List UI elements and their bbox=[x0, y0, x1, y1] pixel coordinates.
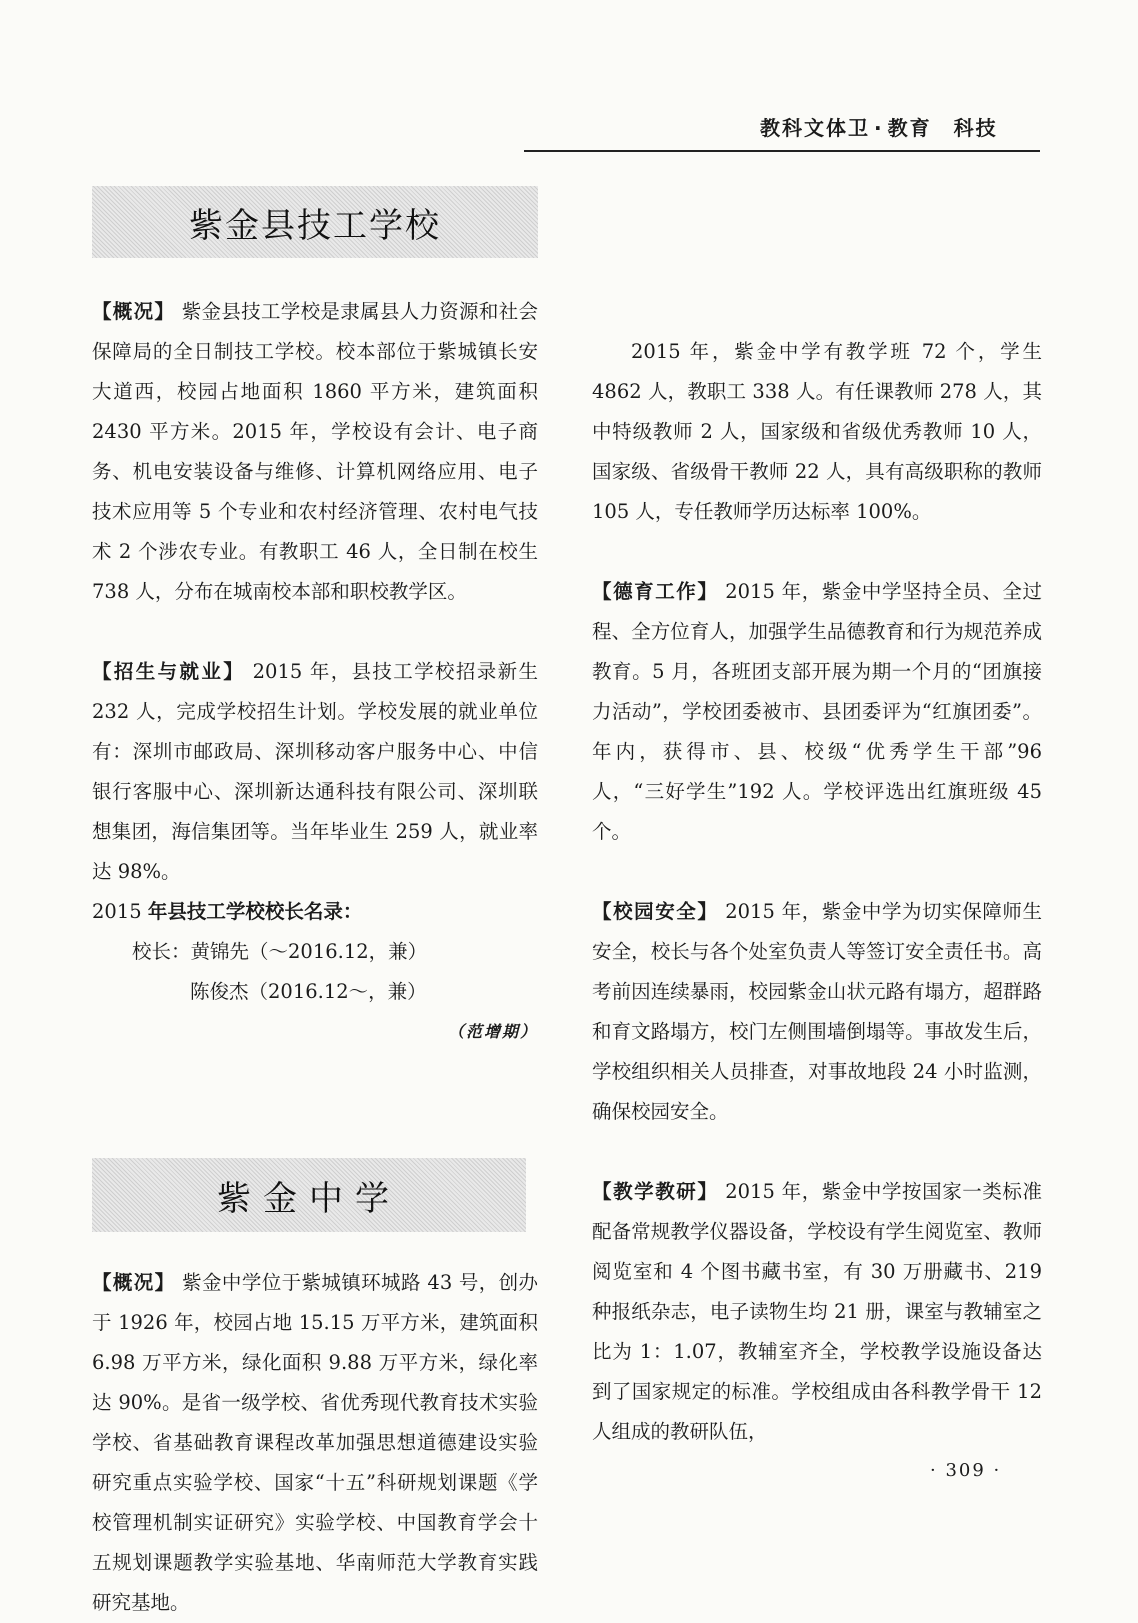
teaching-paragraph bbox=[592, 1172, 1042, 1452]
teaching-text: 2015 年，紫金中学按国家一类标准配备常规教学仪器设备，学校设有学生阅览室、教师阅览室和 4 个图书藏书室，有 30 万册藏书、219 种报纸杂志，电子读物生均 21 册，课室与教辅室之比为 1：1.07，教辅室齐全，学校教学设施设备达到了国家规定的标准。学校组成由各科教学骨干 12 人组成的教研队伍， bbox=[592, 1180, 1042, 1443]
header-sub2: 科技 bbox=[953, 116, 998, 140]
section-title-box bbox=[92, 186, 538, 258]
stats-paragraph: 2015 年，紫金中学有教学班 72 个，学生 4862 人，教职工 338 人。有任课教师 278 人，其中特级教师 2 人，国家级和省级优秀教师 10 人，国家级、省级骨干教师 22 人，具有高级职称的教师 105 人，专任教师学历达标率 100%。 bbox=[592, 340, 1042, 523]
overview2-paragraph bbox=[92, 1263, 538, 1623]
overview-text: 紫金县技工学校是隶属县人力资源和社会保障局的全日制技工学校。校本部位于紫城镇长安大道西，校园占地面积 1860 平方米，建筑面积 2430 平方米。2015 年，学校设有会计、电子商务、机电安装设备与维修、计算机网络应用、电子技术应用等 5 个专业和农村经济管理、农村电气技术 2 个涉农专业。有教职工 46 人，全日制在校生 738 人，分布在城南校本部和职校教学区。 bbox=[92, 300, 538, 603]
overview2-text: 紫金中学位于紫城镇环城路 43 号，创办于 1926 年，校园占地 15.15 万平方米，建筑面积 6.98 万平方米，绿化面积 9.88 万平方米，绿化率达 90%。是省一级学校、省优秀现代教育技术实验学校、省基础教育课程改革加强思想道德建设实验研究重点实验学校、国家“十五”科研规划课题《学校管理机制实证研究》实验学校、中国教育学会十五规划课题教学实验基地、华南师范大学教育实践研究基地。 bbox=[92, 1271, 538, 1614]
moral-paragraph bbox=[592, 572, 1042, 852]
roster-heading bbox=[92, 892, 538, 932]
teaching-tag: 【教学教研】 bbox=[592, 1180, 719, 1203]
page-number: · 309 · bbox=[930, 1460, 1002, 1481]
roster-line-2: 陈俊杰（2016.12～，兼） bbox=[190, 980, 427, 1003]
overview-tag: 【概况】 bbox=[92, 300, 176, 323]
safety-paragraph bbox=[592, 892, 1042, 1132]
enroll-text: 2015 年，县技工学校招录新生 232 人，完成学校招生计划。学校发展的就业单位有：深圳市邮政局、深圳移动客户服务中心、中信银行客服中心、深圳新达通科技有限公司、深圳联想集团，海信集团等。当年毕业生 259 人，就业率达 98%。 bbox=[92, 660, 538, 883]
roster-heading-year: 2015 bbox=[92, 900, 142, 923]
author-signature: （范增期） bbox=[447, 1022, 538, 1041]
header-separator: · bbox=[874, 116, 884, 140]
section-title: 紫金县技工学校 bbox=[189, 205, 441, 246]
header-sub1: 教育 bbox=[887, 116, 932, 140]
running-header bbox=[760, 112, 998, 141]
overview2-tag: 【概况】 bbox=[92, 1271, 176, 1294]
overview-paragraph bbox=[92, 292, 538, 612]
roster-heading-text: 年县技工学校校长名录： bbox=[147, 900, 363, 923]
left-column-bottom bbox=[92, 1263, 538, 1614]
enroll-paragraph bbox=[92, 652, 538, 892]
safety-tag: 【校园安全】 bbox=[592, 900, 719, 923]
header-rule bbox=[524, 150, 1040, 152]
safety-text: 2015 年，紫金中学为切实保障师生安全，校长与各个处室负责人等签订安全责任书。高考前因连续暴雨，校园紫金山状元路有塌方，超群路和育文路塌方，校门左侧围墙倒塌等。事故发生后，学校组织相关人员排查，对事故地段 24 小时监测，确保校园安全。 bbox=[592, 900, 1042, 1123]
section-title-box-2 bbox=[92, 1158, 526, 1232]
left-column-top bbox=[92, 292, 538, 1052]
header-section: 教科文体卫 bbox=[760, 116, 870, 140]
right-column bbox=[592, 172, 1042, 1452]
moral-text: 2015 年，紫金中学坚持全员、全过程、全方位育人，加强学生品德教育和行为规范养成教育。5 月，各班团支部开展为期一个月的“团旗接力活动”，学校团委被市、县团委评为“红旗团委”。年内，获得市、县、校级“优秀学生干部”96 人，“三好学生”192 人。学校评选出红旗班级 45 个。 bbox=[592, 580, 1042, 843]
section-title-2: 紫金中学 bbox=[217, 1178, 401, 1219]
moral-tag: 【德育工作】 bbox=[592, 580, 719, 603]
enroll-tag: 【招生与就业】 bbox=[92, 660, 246, 683]
roster-line-1: 校长：黄锦先（～2016.12，兼） bbox=[132, 940, 428, 963]
